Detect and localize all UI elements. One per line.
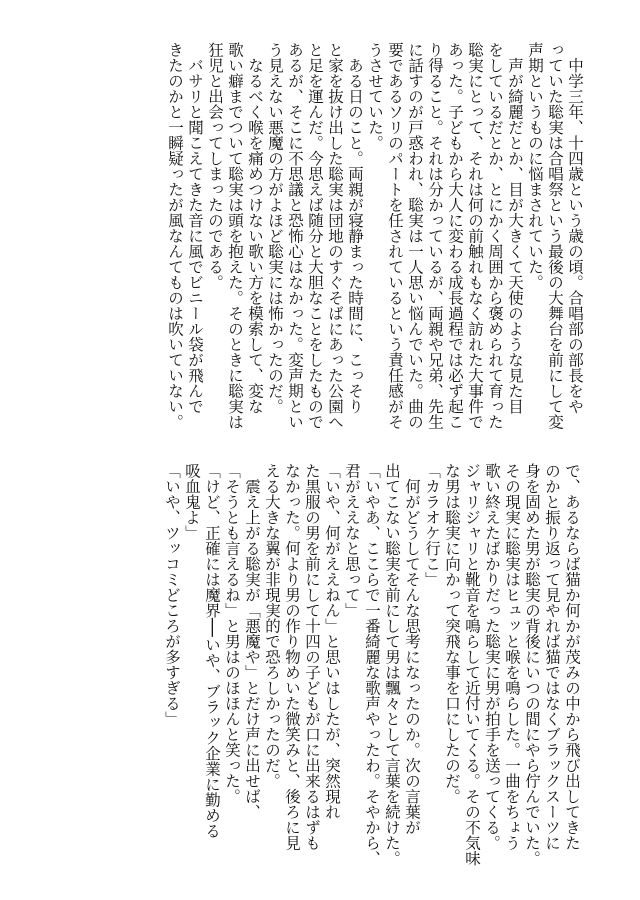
text-line: 「そうとも言えるね」と男はのほほんと笑った。 xyxy=(223,463,241,804)
text-line: バサリと聞こえてきた音に風でビニール袋が飛んで xyxy=(186,42,204,414)
text-line: 震え上がる聡実が「悪魔や」とだけ声に出せば、 xyxy=(243,463,261,820)
text-line: 君がええなと思って」 xyxy=(343,463,361,618)
text-line: える大きな翼が非現実的で恐ろしかったのだ。 xyxy=(263,463,281,789)
text-line: 歌い癖までついて聡実は頭を抱えた。そのときに聡実は xyxy=(226,42,244,430)
text-line: 聡実にとって、それは何の前触れもなく訪れた大事件で xyxy=(466,42,484,430)
text-line: 身を固めた男が聡実の背後にいつの間にやら佇んでいた。 xyxy=(523,463,541,866)
text-line: 要であるソリのパートを任されているという責任感がそ xyxy=(386,42,404,430)
text-line: に話すのが戸惑われ、聡実は一人思い悩んでいた。曲の xyxy=(406,42,424,430)
text-line: その現実に聡実はヒュッと喉を鳴らした。一曲をちょう xyxy=(503,463,521,851)
text-line: 声期というものに悩まされていた。 xyxy=(526,42,544,290)
text-line: 「カラオケ行こ」 xyxy=(423,463,441,587)
text-line: と家を抜け出した聡実は団地のすぐそばにあった公園へ xyxy=(326,42,344,430)
text-line: あるが、そこに不思議と恐怖心はなかった。変声期とい xyxy=(286,42,304,430)
text-line: ある日のこと。両親が寝静まった時間に、こっそり xyxy=(346,42,364,414)
text-line: と足を運んだ。今思えば随分と大胆なことをしたもので xyxy=(306,42,324,430)
text-line: なかった。何より男の作り物めいた微笑みと、後ろに見 xyxy=(283,463,301,851)
text-line: のかと振り返って見やれば猫ではなくブラックスーツに xyxy=(543,463,561,851)
text-line: っていた聡実は合唱祭という最後の大舞台を前にして変 xyxy=(546,42,564,430)
text-line: うさせていた。 xyxy=(366,42,384,151)
text-line: ジャリジャリと靴音を鳴らして近付いてくる。その不気味 xyxy=(463,463,481,866)
text-line: う見えない悪魔の方がよほど聡実には怖かったのだ。 xyxy=(266,42,284,414)
text-line: 出てこない聡実を前にして男は飄々として言葉を続けた。 xyxy=(383,463,401,866)
text-line: 声が綺麗だとか、目が大きくて天使のような見た目 xyxy=(506,42,524,414)
lower-text-block xyxy=(110,463,582,866)
text-line: をしているだとか、とにかく周囲から褒められて育った xyxy=(486,42,504,430)
text-line: 「いやあ、ここらで一番綺麗な歌声やったわ。そやから、 xyxy=(363,463,381,866)
text-line: あった。子どもから大人に変わる成長過程では必ず起こ xyxy=(446,42,464,430)
text-line: な男は聡実に向かって突飛な事を口にしたのだ。 xyxy=(443,463,461,804)
text-line: 「いや、ツッコミどころが多すぎる」 xyxy=(163,463,181,727)
text-line: で、あるならば猫か何かが茂みの中から飛び出してきた xyxy=(563,463,581,851)
text-line: 吸血鬼よ」 xyxy=(183,463,201,541)
text-line: 何がどうしてそんな思考になったのか。次の言葉が xyxy=(403,463,421,835)
text-line: 「いや、何がええねん」と思いはしたが、突然現れ xyxy=(323,463,341,820)
upper-text-block xyxy=(113,42,585,432)
text-line: きたのかと一瞬疑ったが風なんてものは吹いていない。 xyxy=(166,42,184,430)
text-line: 「けど、正確には魔界──いや、ブラック企業に勤める xyxy=(203,463,221,839)
text-line: り得ること。それは分かっているが、両親や兄弟、先生 xyxy=(426,42,444,430)
text-line: 狂児と出会ってしまったのである。 xyxy=(206,42,224,290)
text-line: 中学三年、十四歳という歳の頃。合唱部の部長をや xyxy=(566,42,584,414)
text-line: なるべく喉を痛めつけない歌い方を模索して、変な xyxy=(246,42,264,414)
text-line: た黒服の男を前にして十四の子どもが口に出来るはずも xyxy=(303,463,321,851)
text-line: 歌い終えたばかりだった聡実に男が拍手を送ってくる。 xyxy=(483,463,501,851)
